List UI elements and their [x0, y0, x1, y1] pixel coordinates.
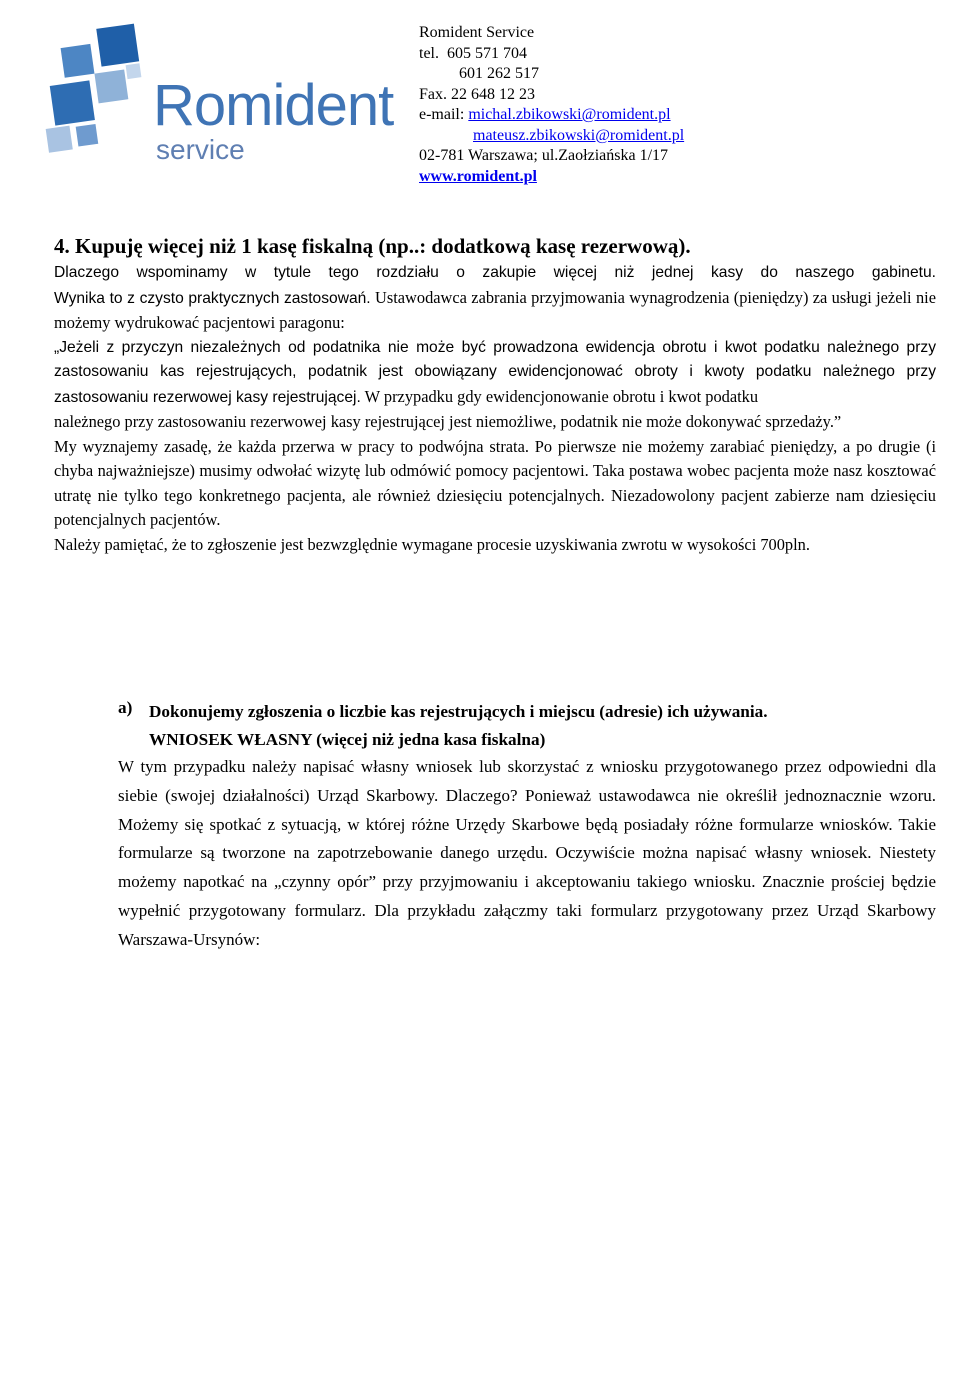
phone-2: 601 262 517: [459, 65, 539, 82]
logo-brand-text: Romident: [153, 73, 394, 138]
section-4-body: [54, 261, 936, 557]
email-line-2: [419, 126, 684, 147]
website-link[interactable]: www.romident.pl: [419, 167, 537, 185]
phone-1: 605 571 704: [447, 44, 527, 62]
email-link-2[interactable]: mateusz.zbikowski@romident.pl: [473, 126, 685, 144]
website-line: [419, 167, 684, 188]
legal-quote-b: W przypadku gdy ewidencjonowanie obrotu i kwot podatku: [360, 386, 759, 406]
fax-number: Fax. 22 648 12 23: [419, 85, 535, 103]
address: 02-781 Warszawa; ul.Zaołziańska 1/17: [419, 147, 669, 164]
email-link-1[interactable]: michal.zbikowski@romident.pl: [468, 106, 671, 123]
phone-line-1: [419, 44, 684, 65]
logo-squares-graphic: [33, 22, 163, 167]
principle-paragraph: My wyznajemy zasadę, że każda przerwa w pracy to podwójna strata. Po pierwsze nie możemy zarabiać pieniędzy, a po drugie (i chyba najważniejsze) musimy odwołać wizytę lub odmówić pomocy pacjentowi. Taka postawa wobec pacjenta może nasz kosztować utratę nie tylko tego konkretnego pacjenta, ale również dziesięciu potencjalnych. Niezadowolony pacjent zabierze nam dziesięciu potencjalnych pacjentów.: [54, 436, 936, 529]
tel-label: tel.: [419, 44, 439, 62]
intro-rest: Ustawodawca zabrania przyjmowania wynagrodzenia (pieniędzy) za usługi jeżeli nie możemy wydrukować pacjentowi paragonu:: [54, 287, 936, 332]
company-name: Romident Service: [419, 24, 535, 41]
email-line-1: [419, 105, 684, 126]
section-4-heading: 4. Kupuję więcej niż 1 kasę fiskalną (np..: dodatkową kasę rezerwową).: [54, 234, 691, 258]
subsection-a-label: a): [118, 698, 133, 717]
subsection-a-title-line-1: Dokonujemy zgłoszenia o liczbie kas rejestrujących i miejscu (adresie) ich używania.: [149, 702, 768, 721]
subsection-a: [118, 698, 936, 955]
legal-quote-a: „Jeżeli z przyczyn niezależnych od podatnika nie może być prowadzona ewidencja obrotu i kwot podatku należnego przy zastosowaniu kas rejestrujących, podatnik jest obowiązany ewidencjonować obroty i kwoty podatku należnego przy zastosowaniu rezerwowej kasy rejestrującej.: [54, 338, 936, 406]
reminder-paragraph: Należy pamiętać, że to zgłoszenie jest bezwzględnie wymagane procesie uzyskiwania zwrotu w wysokości 700pln.: [54, 534, 810, 554]
subsection-a-title-line-2: WNIOSEK WŁASNY (więcej niż jedna kasa fiskalna): [149, 729, 546, 749]
subsection-a-body: W tym przypadku należy napisać własny wniosek lub skorzystać z wniosku przygotowanego przez odpowiedni dla siebie (swojej działalności) Urząd Skarbowy. Dlaczego? Ponieważ ustawodawca nie określił jednoznacznie wzoru. Możemy się spotkać z sytuacją, w której różne Urzędy Skarbowe będą posiadały różne formularze wniosków. Takie formularze są tworzone na zapotrzebowanie danego urzędu. Oczywiście można napisać własny wniosek. Niestety możemy napotkać na „czynny opór” przy przyjmowaniu i akceptowaniu takiego wniosku. Znacznie prościej będzie wypełnić przygotowany formularz. Dla przykładu załączmy taki formularz przygotowany przez Urząd Skarbowy Warszawa-Ursynów:: [118, 757, 936, 949]
intro-line-1: Dlaczego wspominamy w tytule tego rozdziału o zakupie więcej niż jednej kasy do naszego gabinetu.: [54, 264, 936, 281]
email-label: e-mail:: [419, 106, 465, 123]
romident-logo: [33, 22, 394, 167]
legal-quote: [54, 336, 936, 411]
legal-quote-c: należnego przy zastosowaniu rezerwowej kasy rejestrującej jest niemożliwe, podatnik nie może dokonywać sprzedaży.”: [54, 412, 842, 431]
logo-sub-text: service: [156, 134, 245, 165]
intro-paragraph: [54, 286, 936, 336]
contact-block: [419, 23, 684, 187]
intro-line-2: Wynika to z czysto praktycznych zastosowań.: [54, 289, 371, 307]
